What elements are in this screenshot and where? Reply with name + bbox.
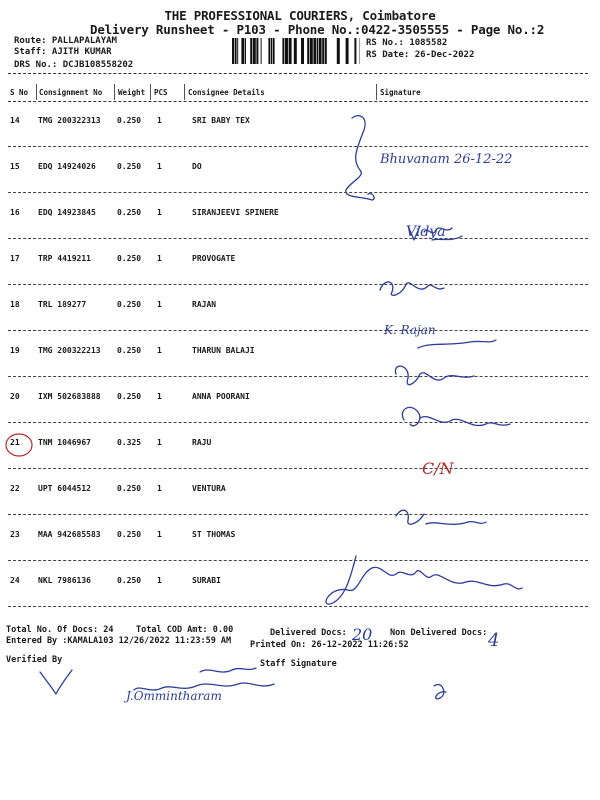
- barcode-bar: [301, 38, 304, 64]
- row-pcs: 1: [157, 116, 162, 125]
- entered-by: Entered By :KAMALA103 12/26/2022 11:23:59 AM: [6, 636, 232, 646]
- row-consignee: DO: [192, 162, 202, 171]
- route-label: Route: PALLAPALAYAM: [14, 36, 117, 46]
- col-divider: [114, 84, 115, 100]
- barcode-bar: [322, 38, 324, 64]
- row-separator: [8, 422, 588, 423]
- verifier-mark: [40, 670, 72, 694]
- row-consignment: TRL 189277: [38, 300, 87, 309]
- row-consignment: TRP 4419211: [38, 254, 91, 263]
- row-sno: 16: [10, 208, 20, 217]
- rs-number: RS No.: 1085582: [366, 38, 448, 48]
- row-consignee: SRI BABY TEX: [192, 116, 250, 125]
- staff-label: Staff: AJITH KUMAR: [14, 47, 112, 57]
- handwritten-row14: Bhuvanam 26-12-22: [380, 152, 513, 167]
- row-pcs: 1: [157, 484, 162, 493]
- handwritten-row16: Vidya: [406, 224, 446, 240]
- barcode-bar: [245, 38, 246, 64]
- row-consignment: MAA 942685583: [38, 530, 101, 539]
- row-pcs: 1: [157, 208, 162, 217]
- col-pcs: PCS: [154, 88, 168, 97]
- col-divider: [36, 84, 37, 100]
- barcode-bar: [317, 38, 318, 64]
- row-consignee: VENTURA: [192, 484, 226, 493]
- barcode-bar: [241, 38, 244, 64]
- barcode-bar: [268, 38, 270, 64]
- barcode-bar: [294, 38, 297, 64]
- barcode-bar: [346, 38, 349, 64]
- barcode-bar: [307, 38, 309, 64]
- row-sno: 15: [10, 162, 20, 171]
- verifier-scribble: [134, 683, 274, 690]
- barcode-bar: [250, 38, 252, 64]
- row-weight: 0.250: [117, 162, 142, 171]
- signature-bracket-scribble: [346, 116, 374, 200]
- row-separator: [8, 238, 588, 239]
- barcode-bar: [235, 38, 237, 64]
- row-consignee: RAJAN: [192, 300, 217, 309]
- row-weight: 0.250: [117, 484, 142, 493]
- signature-row18-extra: [418, 340, 496, 348]
- row-consignee: ANNA POORANI: [192, 392, 250, 401]
- row-weight: 0.325: [117, 438, 142, 447]
- row-consignment: TMG 200322313: [38, 116, 101, 125]
- col-divider: [150, 84, 151, 100]
- row-weight: 0.250: [117, 346, 142, 355]
- row-consignee: PROVOGATE: [192, 254, 236, 263]
- row-weight: 0.250: [117, 576, 142, 585]
- barcode-bar: [337, 38, 340, 64]
- col-consignment: Consignment No: [39, 88, 103, 97]
- barcode-bar: [354, 38, 356, 64]
- company-title: THE PROFESSIONAL COURIERS, Coimbatore: [164, 8, 436, 23]
- row-separator: [8, 376, 588, 377]
- row-separator: [8, 146, 588, 147]
- row-consignee: SIRANJEEVI SPINERE: [192, 208, 279, 217]
- row-consignment: NKL 7986136: [38, 576, 91, 585]
- row-pcs: 1: [157, 162, 162, 171]
- row-sno: 21: [10, 438, 20, 447]
- signature-row22: [396, 510, 486, 524]
- col-sno: S No: [10, 88, 29, 97]
- col-weight: Weight: [118, 88, 146, 97]
- verified-by-label: Verified By: [6, 655, 63, 665]
- signature-row20: [402, 407, 510, 425]
- barcode-bar: [271, 38, 272, 64]
- staff-signature-label: Staff Signature: [260, 659, 337, 669]
- row-pcs: 1: [157, 438, 162, 447]
- delivered-docs-label: Delivered Docs:: [270, 628, 347, 638]
- row-separator: [8, 192, 588, 193]
- row-consignment: UPT 6044512: [38, 484, 91, 493]
- runsheet-title: Delivery Runsheet - P103 - Phone No.:0422-3505555 - Page No.:2: [90, 22, 545, 37]
- total-docs: Total No. Of Docs: 24: [6, 625, 114, 635]
- row-sno: 14: [10, 116, 20, 125]
- col-signature: Signature: [380, 88, 421, 97]
- row-separator: [8, 330, 588, 331]
- header-divider-bottom: [8, 101, 588, 102]
- row-separator: [8, 514, 588, 515]
- row-pcs: 1: [157, 392, 162, 401]
- staff-signature-mark: [434, 685, 446, 699]
- row-separator: [8, 606, 588, 607]
- row-consignee: RAJU: [192, 438, 212, 447]
- row-pcs: 1: [157, 576, 162, 585]
- row-weight: 0.250: [117, 208, 142, 217]
- row-consignee: SURABI: [192, 576, 221, 585]
- row-sno: 22: [10, 484, 20, 493]
- printed-on: Printed On: 26-12-2022 11:26:52: [250, 640, 409, 650]
- barcode-bar: [310, 38, 313, 64]
- row-consignment: EDQ 14924026: [38, 162, 96, 171]
- barcode: [232, 38, 360, 64]
- handwritten-row18: K. Rajan: [384, 323, 436, 337]
- row-consignment: IXM 502683888: [38, 392, 101, 401]
- row-consignment: TMG 200322213: [38, 346, 101, 355]
- header-divider-top: [8, 73, 588, 74]
- non-delivered-docs-label: Non Delivered Docs:: [390, 628, 488, 638]
- barcode-bar: [319, 38, 322, 64]
- handwritten-delivered-count: 20: [352, 625, 373, 644]
- barcode-bar: [261, 38, 262, 64]
- handwritten-row21-note: C/N: [422, 459, 454, 478]
- handwritten-non-delivered-count: 4: [488, 630, 500, 651]
- col-divider: [184, 84, 185, 100]
- row-sno: 18: [10, 300, 20, 309]
- row-consignment: TNM 1046967: [38, 438, 91, 447]
- row-separator: [8, 284, 588, 285]
- row-sno: 19: [10, 346, 20, 355]
- col-divider: [376, 84, 377, 100]
- verifier-scribble-2: [200, 668, 256, 672]
- row-sno: 20: [10, 392, 20, 401]
- row-consignee: THARUN BALAJI: [192, 346, 255, 355]
- col-consignee: Consignee Details: [188, 88, 265, 97]
- row-weight: 0.250: [117, 392, 142, 401]
- barcode-bar: [232, 38, 234, 64]
- row-separator: [8, 468, 588, 469]
- barcode-bar: [273, 38, 275, 64]
- row-pcs: 1: [157, 346, 162, 355]
- barcode-bar: [285, 38, 288, 64]
- barcode-bar: [325, 38, 327, 64]
- total-cod: Total COD Amt: 0.00: [136, 625, 234, 635]
- barcode-bar: [237, 38, 238, 64]
- row-sno: 24: [10, 576, 20, 585]
- barcode-bar: [253, 38, 256, 64]
- row-consignment: EDQ 14923845: [38, 208, 96, 217]
- handwritten-verifier-note: J.Ommintharam: [126, 689, 222, 703]
- row-weight: 0.250: [117, 254, 142, 263]
- row-sno: 17: [10, 254, 20, 263]
- drs-number: DRS No.: DCJB108558202: [14, 60, 134, 70]
- signature-row24: [326, 556, 522, 604]
- barcode-bar: [256, 38, 258, 64]
- rs-date: RS Date: 26-Dec-2022: [366, 50, 475, 60]
- row-weight: 0.250: [117, 530, 142, 539]
- row-pcs: 1: [157, 530, 162, 539]
- barcode-bar: [313, 38, 316, 64]
- row-consignee: ST THOMAS: [192, 530, 236, 539]
- barcode-bar: [289, 38, 292, 64]
- barcode-bar: [282, 38, 284, 64]
- row-sno: 23: [10, 530, 20, 539]
- row-weight: 0.250: [117, 116, 142, 125]
- row-separator: [8, 560, 588, 561]
- row-weight: 0.250: [117, 300, 142, 309]
- row-pcs: 1: [157, 254, 162, 263]
- row-pcs: 1: [157, 300, 162, 309]
